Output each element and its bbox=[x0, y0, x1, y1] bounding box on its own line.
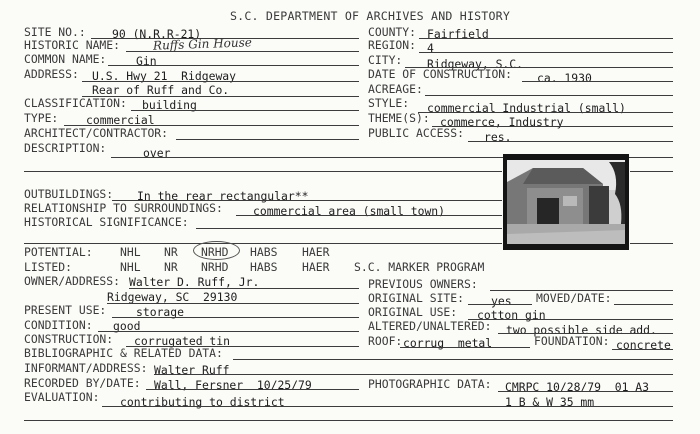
listed-nrhd: NRHD bbox=[201, 260, 229, 274]
condition-label: CONDITION: bbox=[24, 318, 93, 332]
acreage-label: ACREAGE: bbox=[368, 82, 423, 96]
construction-label: CONSTRUCTION: bbox=[24, 332, 114, 346]
recorded-by-line bbox=[146, 389, 359, 390]
themes-value: commerce, Industry bbox=[440, 115, 564, 129]
original-site-label: ORIGINAL SITE: bbox=[368, 291, 465, 305]
type-value: commercial bbox=[86, 113, 155, 127]
evaluation-label: EVALUATION: bbox=[24, 390, 100, 404]
roof-value: corrug metal bbox=[403, 336, 493, 350]
public-access-line bbox=[468, 141, 673, 142]
description-value: over bbox=[143, 146, 171, 160]
county-value: Fairfield bbox=[427, 27, 489, 41]
blank-line bbox=[24, 243, 502, 244]
blank-line bbox=[24, 420, 673, 421]
classification-value: building bbox=[142, 98, 197, 112]
form-title: S.C. DEPARTMENT OF ARCHIVES AND HISTORY bbox=[230, 9, 511, 23]
roof-line bbox=[400, 347, 530, 348]
style-label: STYLE: bbox=[368, 96, 410, 110]
relationship-value: commercial area (small town) bbox=[253, 204, 446, 218]
region-value: 4 bbox=[427, 41, 434, 55]
public-access-label: PUBLIC ACCESS: bbox=[368, 126, 465, 140]
common-name-label: COMMON NAME: bbox=[24, 52, 107, 66]
foundation-line bbox=[612, 349, 673, 350]
condition-line bbox=[98, 331, 359, 332]
address-line-1 bbox=[82, 81, 359, 82]
architect-label: ARCHITECT/CONTRACTOR: bbox=[24, 126, 169, 140]
common-name-line bbox=[108, 65, 359, 66]
owner-line-1 bbox=[129, 288, 359, 289]
photographic-data-value-2: 1 B & W 35 mm bbox=[505, 395, 595, 409]
original-use-label: ORIGINAL USE: bbox=[368, 305, 458, 319]
original-use-value: cotton gin bbox=[477, 308, 546, 322]
themes-line bbox=[432, 126, 673, 127]
listed-nr: NR bbox=[164, 260, 178, 274]
evaluation-value: contributing to district bbox=[120, 395, 285, 409]
outbuildings-label: OUTBUILDINGS: bbox=[24, 187, 114, 201]
city-label: CITY: bbox=[368, 53, 403, 67]
potential-nrhd: NRHD bbox=[201, 245, 229, 259]
bibliographic-label: BIBLIOGRAPHIC & RELATED DATA: bbox=[24, 346, 223, 360]
recorded-by-value: Wall, Fersner 10/25/79 bbox=[154, 378, 312, 392]
original-site-line bbox=[468, 304, 532, 305]
relationship-label: RELATIONSHIP TO SURROUNDINGS: bbox=[24, 201, 223, 215]
address-value-2: Rear of Ruff and Co. bbox=[92, 83, 230, 97]
owner-value-2: Ridgeway, SC 29130 bbox=[107, 290, 238, 304]
address-value-1: U.S. Hwy 21 Ridgeway bbox=[92, 69, 237, 83]
date-of-construction-label: DATE OF CONSTRUCTION: bbox=[368, 67, 513, 81]
address-label: ADDRESS: bbox=[24, 67, 79, 81]
informant-value: Walter Ruff bbox=[154, 363, 230, 377]
architect-line bbox=[176, 139, 359, 140]
potential-haer: HAER bbox=[302, 245, 330, 259]
informant-label: INFORMANT/ADDRESS: bbox=[24, 361, 148, 375]
blank-line bbox=[630, 171, 673, 172]
themes-label: THEME(S): bbox=[368, 111, 430, 125]
present-use-value: storage bbox=[136, 305, 185, 319]
style-line bbox=[418, 112, 673, 113]
building-photo bbox=[503, 154, 629, 250]
county-line bbox=[419, 38, 673, 39]
foundation-label: FOUNDATION: bbox=[534, 334, 610, 348]
classification-label: CLASSIFICATION: bbox=[24, 96, 127, 110]
condition-value: good bbox=[113, 319, 141, 333]
potential-habs: HABS bbox=[250, 245, 278, 259]
site-no-value: 90 (N.R.R-21) bbox=[112, 27, 202, 41]
listed-nhl: NHL bbox=[120, 260, 141, 274]
description-label: DESCRIPTION: bbox=[24, 141, 107, 155]
owner-label: OWNER/ADDRESS: bbox=[24, 274, 121, 288]
outbuildings-value: In the rear rectangular** bbox=[137, 189, 309, 203]
historic-name-line bbox=[126, 51, 359, 52]
date-of-construction-value: ca. 1930 bbox=[537, 71, 592, 85]
marker-program-label: S.C. MARKER PROGRAM bbox=[354, 260, 485, 274]
blank-line bbox=[630, 243, 673, 244]
acreage-line bbox=[425, 95, 673, 96]
present-use-label: PRESENT USE: bbox=[24, 303, 107, 317]
listed-haer: HAER bbox=[302, 260, 330, 274]
city-value: Ridgeway, S.C. bbox=[427, 57, 524, 71]
original-site-value: yes bbox=[491, 294, 512, 308]
style-value: commercial Industrial (small) bbox=[427, 101, 626, 115]
potential-nr: NR bbox=[164, 245, 178, 259]
historic-name-handwritten: Ruffs Gin House bbox=[152, 35, 253, 53]
listed-habs: HABS bbox=[250, 260, 278, 274]
historic-name-label: HISTORIC NAME: bbox=[24, 38, 121, 52]
type-label: TYPE: bbox=[24, 111, 59, 125]
owner-line-2 bbox=[107, 303, 359, 304]
listed-label: LISTED: bbox=[24, 260, 73, 274]
moved-date-line bbox=[614, 304, 673, 305]
roof-label: ROOF: bbox=[368, 334, 403, 348]
region-line bbox=[419, 52, 673, 53]
public-access-value: res. bbox=[484, 130, 512, 144]
photographic-data-line bbox=[498, 391, 673, 392]
previous-owners-label: PREVIOUS OWNERS: bbox=[368, 277, 478, 291]
owner-value-1: Walter D. Ruff, Jr. bbox=[129, 275, 260, 289]
region-label: REGION: bbox=[368, 38, 417, 52]
nrhd-circle-mark bbox=[193, 241, 240, 260]
bibliographic-line bbox=[233, 359, 673, 360]
present-use-line bbox=[112, 317, 359, 318]
significance-line bbox=[196, 228, 502, 229]
photographic-data-value-1: CMRPC 10/28/79 01 A3 bbox=[505, 380, 650, 394]
altered-value: two possible side add. bbox=[506, 323, 657, 337]
recorded-by-label: RECORDED BY/DATE: bbox=[24, 376, 141, 390]
altered-label: ALTERED/UNALTERED: bbox=[368, 319, 492, 333]
moved-date-label: MOVED/DATE: bbox=[536, 291, 612, 305]
construction-value: corrugated tin bbox=[134, 334, 231, 348]
significance-label: HISTORICAL SIGNIFICANCE: bbox=[24, 215, 189, 229]
site-no-label: SITE NO.: bbox=[24, 25, 86, 39]
date-line bbox=[522, 81, 673, 82]
informant-line bbox=[154, 374, 673, 375]
potential-nhl: NHL bbox=[120, 245, 141, 259]
foundation-value: concrete bbox=[616, 338, 671, 352]
classification-line bbox=[131, 110, 359, 111]
relationship-line bbox=[236, 215, 502, 216]
original-use-line bbox=[468, 319, 673, 320]
common-name-value: Gin bbox=[136, 54, 157, 68]
county-label: COUNTY: bbox=[368, 25, 417, 39]
potential-label: POTENTIAL: bbox=[24, 245, 93, 259]
blank-line bbox=[24, 171, 502, 172]
photographic-data-label: PHOTOGRAPHIC DATA: bbox=[368, 377, 492, 391]
